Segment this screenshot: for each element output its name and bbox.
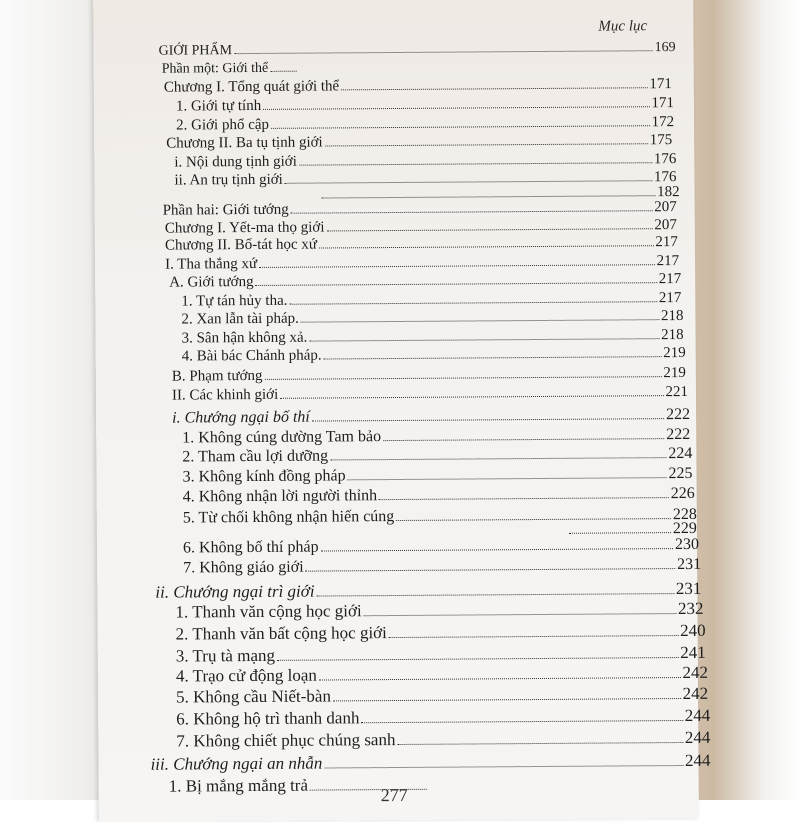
toc-entry-label: Phần hai: Giới tướng	[162, 201, 289, 219]
toc-entry	[174, 151, 676, 172]
toc-entry	[181, 308, 683, 329]
toc-leader-dots	[325, 133, 648, 147]
toc-leader-dots	[270, 61, 296, 72]
toc-leader-dots	[263, 96, 649, 110]
toc-entry-label: 1. Bị mắng mắng trả	[168, 775, 309, 796]
toc-entry	[182, 445, 692, 467]
toc-entry-label: I. Tha thắng xứ	[164, 255, 258, 273]
toc-leader-dots	[364, 601, 676, 616]
toc-entry-page: 172	[651, 114, 675, 131]
toc-entry-label: 6. Không bố thí pháp	[182, 538, 319, 557]
toc-leader-dots	[312, 407, 664, 422]
toc-entry-page: 176	[653, 169, 677, 186]
toc-entry-page: 226	[670, 484, 695, 503]
toc-entry-page: 244	[684, 750, 711, 770]
toc-leader-dots	[280, 385, 663, 399]
toc-entry-label: 2. Giới phổ cập	[176, 116, 270, 134]
book-page	[93, 0, 711, 822]
toc-entry	[182, 327, 684, 348]
toc-entry-page: 230	[674, 535, 700, 554]
toc-entry	[169, 271, 681, 292]
toc-entry	[159, 40, 676, 60]
toc-entry	[182, 465, 692, 487]
toc-leader-dots	[319, 665, 681, 680]
toc-entry	[176, 95, 674, 115]
toc-entry	[183, 556, 701, 578]
toc-leader-dots	[361, 708, 682, 723]
toc-entry-label: ii. Chướng ngại trì giới	[155, 581, 315, 602]
toc-entry-label: Chương II. Ba tụ tịnh giới	[166, 134, 323, 152]
toc-entry	[182, 426, 690, 448]
toc-entry-page: 171	[651, 95, 674, 112]
toc-leader-dots	[310, 777, 427, 791]
toc-entry	[176, 663, 708, 687]
toc-entry-page: 240	[680, 620, 706, 641]
toc-entry-label: II. Các khinh giới	[171, 386, 279, 404]
toc-entry-label: 5. Từ chối không nhận hiến cúng	[182, 508, 395, 527]
toc-entry-page: 222	[666, 405, 691, 424]
toc-entry	[172, 406, 690, 428]
toc-leader-dots	[330, 446, 666, 461]
toc-entry-page: 169	[654, 40, 676, 56]
toc-entry-label: 2. Xan lẫn tài pháp.	[181, 310, 299, 328]
toc-entry	[176, 706, 710, 730]
toc-entry	[182, 345, 686, 366]
running-header: Mục lục	[598, 18, 648, 35]
toc-entry-page: 229	[672, 519, 697, 538]
toc-leader-dots	[306, 557, 676, 572]
toc-leader-dots	[341, 77, 647, 91]
toc-entry-page: 224	[668, 444, 693, 463]
toc-entry-page: 232	[677, 598, 704, 619]
toc-leader-dots	[389, 623, 678, 638]
toc-entry-page: 244	[684, 705, 711, 725]
toc-entry-page: 244	[684, 727, 711, 747]
toc-entry-label: 2. Thanh văn bất cộng học giới	[175, 623, 387, 644]
toc-entry-label: 5. Không cầu Niết-bàn	[176, 686, 331, 707]
toc-entry-page: 175	[649, 132, 673, 149]
toc-entry	[164, 76, 672, 97]
toc-entry-label: 7. Không chiết phục chúng sanh	[176, 730, 396, 751]
toc-entry	[165, 253, 679, 274]
toc-entry-page: 176	[653, 151, 677, 168]
toc-leader-dots	[289, 291, 656, 305]
toc-entry-label: 1. Không cúng dường Tam bảo	[182, 428, 382, 447]
toc-entry-page: 219	[663, 364, 686, 382]
toc-entry-label: iii. Chướng ngại an nhẫn	[150, 753, 323, 774]
toc-entry-label: 1. Tự tán hủy tha.	[181, 292, 288, 310]
toc-entry	[176, 684, 708, 708]
toc-entry	[163, 199, 677, 220]
toc-entry-label: i. Chướng ngại bố thí	[172, 408, 310, 427]
toc-leader-dots	[326, 218, 652, 232]
toc-leader-dots	[285, 170, 652, 184]
toc-entry-page: 242	[682, 683, 709, 704]
toc-entry-page: 221	[665, 383, 689, 401]
toc-leader-dots	[324, 346, 662, 360]
toc-entry-page: 228	[672, 505, 697, 524]
toc-entry	[176, 114, 674, 134]
toc-entry	[172, 365, 686, 386]
toc-leader-dots	[234, 40, 653, 54]
toc-entry-label: 3. Không kính đồng pháp	[182, 467, 346, 486]
toc-entry-label: A. Giới tướng	[169, 273, 254, 291]
toc-entry-label: B. Phạm tướng	[171, 367, 263, 385]
toc-leader-dots	[322, 185, 656, 199]
toc-entry-label: 1. Thanh văn cộng học giới	[175, 601, 362, 622]
toc-entry	[166, 132, 672, 153]
toc-leader-dots	[396, 507, 671, 521]
toc-leader-dots	[397, 730, 683, 745]
toc-leader-dots	[271, 115, 650, 129]
toc-entry	[150, 751, 710, 775]
toc-entry	[176, 728, 710, 752]
toc-entry-page: 218	[660, 307, 684, 325]
toc-entry	[162, 61, 299, 78]
toc-entry-page: 217	[655, 234, 678, 251]
toc-entry-label: Chương I. Yết-ma thọ giới	[164, 219, 325, 237]
toc-entry-label: 4. Bài bác Chánh pháp.	[181, 347, 322, 365]
toc-entry-page: 219	[663, 344, 686, 362]
toc-entry-label: 4. Trạo cử động loạn	[175, 665, 317, 686]
toc-entry-label: 7. Không giáo giới	[183, 558, 304, 577]
toc-leader-dots	[379, 486, 669, 500]
toc-entry-page: 207	[654, 199, 677, 216]
toc-entry-label: 6. Không hộ trì thanh danh	[176, 708, 360, 729]
toc-leader-dots	[324, 753, 683, 768]
toc-entry-label: 4. Không nhận lời người thỉnh	[182, 487, 378, 506]
toc-entry-label: 1. Giới tự tính	[175, 97, 262, 115]
toc-entry-label: 2. Tham cầu lợi dưỡng	[182, 447, 329, 466]
toc-leader-dots	[348, 466, 667, 480]
toc-leader-dots	[301, 309, 659, 323]
toc-leader-dots	[264, 366, 661, 380]
toc-entry-label: Chương I. Tổng quát giới thể	[163, 78, 340, 96]
toc-leader-dots	[569, 521, 671, 534]
toc-entry-page: 207	[654, 217, 677, 234]
toc-entry-page: 231	[675, 578, 702, 599]
toc-leader-dots	[291, 200, 652, 214]
toc-leader-dots	[256, 272, 657, 286]
toc-entry-page: 231	[677, 555, 702, 574]
toc-entry-label: i. Nội dung tịnh giới	[174, 153, 297, 171]
toc-entry	[172, 384, 688, 405]
toc-entry-label: Phần một: Giới thể	[161, 60, 269, 77]
page-number: 277	[380, 784, 408, 806]
toc-entry-label: 3. Sân hận không xả.	[181, 329, 308, 347]
toc-entry-page: 222	[666, 425, 691, 444]
toc-entry-page: 171	[649, 76, 672, 93]
toc-entry-page: 218	[660, 326, 684, 344]
toc-leader-dots	[383, 427, 664, 441]
toc-entry-label: GIỚI PHẨM	[158, 43, 233, 59]
toc-leader-dots	[299, 152, 652, 166]
toc-leader-dots	[316, 581, 673, 596]
toc-entry-page: 182	[656, 184, 680, 201]
toc-leader-dots	[259, 254, 655, 268]
toc-entry	[183, 536, 699, 558]
toc-entry	[181, 290, 681, 310]
toc-leader-dots	[333, 686, 681, 701]
toc-entry	[175, 599, 703, 623]
toc-leader-dots	[319, 235, 653, 249]
toc-leader-dots	[309, 328, 659, 342]
toc-entry-page: 217	[658, 271, 682, 288]
toc-entry	[176, 621, 706, 645]
toc-entry-page: 241	[680, 642, 706, 663]
toc-entry-label: 3. Trụ tà mạng	[175, 645, 276, 666]
toc-entry-label: ii. An trụ tịnh giới	[174, 171, 283, 189]
toc-entry	[165, 234, 678, 255]
toc-leader-dots	[321, 537, 674, 552]
toc-entry-page: 217	[658, 290, 682, 307]
toc-leader-dots	[277, 645, 678, 661]
toc-entry-label: Chương II. Bố-tát học xứ	[164, 236, 318, 254]
toc-entry-page: 217	[656, 253, 680, 270]
toc-entry	[183, 485, 695, 507]
toc-entry-page: 225	[668, 464, 693, 483]
toc-entry-page: 242	[682, 662, 708, 683]
